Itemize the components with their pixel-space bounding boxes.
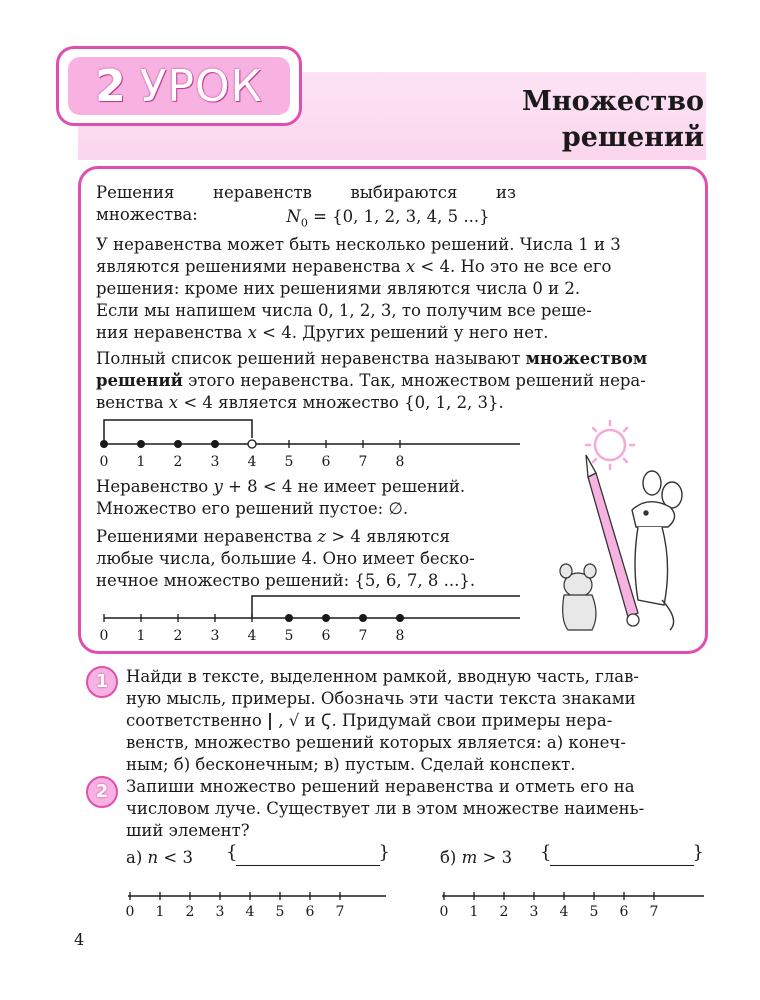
var-m: m	[461, 848, 478, 867]
topic-title	[404, 84, 704, 156]
set-n0-symbol: N	[286, 207, 301, 226]
tick-label: 4	[247, 454, 257, 470]
tick-label: 1	[155, 904, 165, 920]
p2-line-1: У неравенства может быть несколько решений. Числа 1 и 3	[96, 235, 621, 254]
p5-line-1	[96, 526, 520, 548]
main-idea-mark-icon: √	[288, 711, 300, 730]
p5-line-3: нечное множество решений: {5, 6, 7, 8 ...}.	[96, 571, 476, 590]
solution-point	[359, 614, 367, 622]
tick-label: 6	[619, 904, 629, 920]
topic-title-line1: Множество	[521, 86, 704, 117]
answer-b-inequality: > 3	[477, 848, 513, 867]
answer-b-set-field[interactable]	[540, 842, 704, 868]
task-2-number: 2	[86, 776, 118, 808]
answer-a-underline	[236, 865, 380, 866]
tick-label: 5	[275, 904, 285, 920]
tick-label: 3	[215, 904, 225, 920]
task-2-line-3: ший элемент?	[126, 821, 250, 840]
p3-line-1a: Полный список решений неравенства называют	[96, 349, 526, 368]
tick-label: 7	[358, 454, 368, 470]
answer-b-number-ray[interactable]	[434, 884, 708, 928]
var-x: x	[247, 323, 257, 342]
task-1-number: 1	[86, 666, 118, 698]
p2-line-5c: < 4. Других решений у него нет.	[256, 323, 549, 342]
intro-mark-icon: |	[267, 711, 274, 730]
sun-icon	[586, 421, 634, 469]
tick-label: 5	[284, 628, 294, 644]
tick-label: 7	[649, 904, 659, 920]
answer-a-inequality: < 3	[158, 848, 193, 867]
tick-label: 1	[136, 628, 146, 644]
rule-paragraph-4	[96, 476, 520, 520]
tick-label: 3	[529, 904, 539, 920]
p3-line-1	[96, 348, 684, 370]
p2-line-2c: < 4. Но это не все его	[415, 257, 612, 276]
tick-label: 4	[559, 904, 569, 920]
p3-line-3a: венства	[96, 393, 169, 412]
mouse-with-pencil-icon	[632, 471, 682, 630]
task-1-line-2: ную мысль, примеры. Обозначь эти части текста знаками	[126, 689, 636, 708]
number-line-2-svg	[92, 588, 532, 646]
p4-line-1a: Неравенство	[96, 477, 214, 496]
small-mouse-icon	[560, 564, 596, 630]
answer-a-number-ray[interactable]	[120, 884, 390, 928]
tick-label: 4	[245, 904, 255, 920]
rule-paragraph-5	[96, 526, 520, 592]
var-n: n	[147, 848, 159, 867]
lesson-badge	[56, 46, 302, 126]
var-x: x	[168, 393, 179, 412]
task-1-line-1: Найди в тексте, выделенном рамкой, вводную часть, глав-	[126, 667, 639, 686]
p3-line-3c: < 4 является множество {0, 1, 2, 3}.	[178, 393, 504, 412]
solution-point	[174, 440, 182, 448]
p2-line-2	[96, 256, 684, 278]
number-line-2	[92, 588, 532, 650]
p2-line-3: решения: кроме них решениями являются числа 0 и 2.	[96, 279, 581, 298]
tick-label: 6	[321, 628, 331, 644]
excluded-point	[248, 440, 256, 448]
task-1-line-5: ным; б) бесконечным; в) пустым. Сделай конспект.	[126, 755, 576, 774]
var-y: y	[213, 477, 223, 496]
tick-label: 8	[395, 454, 405, 470]
answer-b-ray-svg	[434, 884, 708, 924]
task-1-line-4: венств, множество решений которых является: а) конеч-	[126, 733, 626, 752]
p2-line-2a: являются решениями неравенства	[96, 257, 406, 276]
rule-intro-text: Решения неравенств выбираются из множества:	[96, 183, 516, 224]
page-number: 4	[74, 930, 85, 949]
answer-b-prefix: б)	[440, 848, 457, 867]
example-mark-icon: Ϛ	[320, 711, 332, 730]
tick-label: 2	[173, 628, 183, 644]
var-z: z	[317, 527, 327, 546]
tick-label: 3	[210, 628, 220, 644]
task-1-text	[126, 666, 708, 776]
answer-b-underline	[550, 865, 694, 866]
rule-paragraph-2	[96, 234, 684, 344]
tick-label: 0	[99, 454, 109, 470]
brace-open: {	[540, 842, 552, 863]
set-bracket	[252, 596, 520, 618]
p2-line-5a: ния неравенства	[96, 323, 248, 342]
tick-label: 2	[499, 904, 509, 920]
tick-label: 6	[321, 454, 331, 470]
p3-line-2b: этого неравенства. Так, множеством решений нера-	[182, 371, 646, 390]
solution-point	[396, 614, 404, 622]
p2-line-5	[96, 322, 684, 344]
p5-line-1c: > 4 являются	[326, 527, 450, 546]
p4-line-1	[96, 476, 520, 498]
p4-line-2: Множество его решений пустое: ∅.	[96, 499, 409, 518]
tick-label: 5	[284, 454, 294, 470]
lesson-number: 2	[95, 60, 126, 112]
answer-a-prefix: а)	[126, 848, 143, 867]
task-2-line-2: числовом луче. Существует ли в этом множестве наимень-	[126, 799, 645, 818]
set-n0-line	[96, 206, 680, 234]
lesson-badge-inner	[68, 57, 290, 115]
set-n0-value: = {0, 1, 2, 3, 4, 5 ...}	[307, 207, 490, 226]
rule-paragraph-3	[96, 348, 684, 414]
p5-line-1a: Решениями неравенства	[96, 527, 318, 546]
brace-close: }	[692, 842, 704, 863]
task-1-line-3b: ,	[273, 711, 289, 730]
solution-point	[137, 440, 145, 448]
task-1-line-3d: . Придумай свои примеры нера-	[331, 711, 613, 730]
brace-close: }	[378, 842, 390, 863]
tick-label: 3	[210, 454, 220, 470]
task-2-line-1: Запиши множество решений неравенства и отметь его на	[126, 777, 635, 796]
solution-point	[100, 440, 108, 448]
tick-label: 0	[99, 628, 109, 644]
term-solutions: решений	[96, 371, 183, 390]
mouse-illustration	[540, 415, 700, 640]
tick-label: 4	[247, 628, 257, 644]
tick-label: 7	[335, 904, 345, 920]
task-1-line-3	[126, 710, 708, 732]
tick-label: 1	[136, 454, 146, 470]
answer-a-ray-svg	[120, 884, 390, 924]
topic-title-line2: решений	[561, 122, 704, 153]
number-line-1-svg	[92, 410, 532, 472]
brace-open: {	[226, 842, 238, 863]
tick-label: 7	[358, 628, 368, 644]
tick-label: 1	[469, 904, 479, 920]
p3-line-2	[96, 370, 684, 392]
answer-b-label	[440, 848, 512, 867]
tick-label: 0	[439, 904, 449, 920]
solution-point	[285, 614, 293, 622]
tick-label: 2	[185, 904, 195, 920]
solution-point	[211, 440, 219, 448]
tick-label: 8	[395, 628, 405, 644]
tick-label: 5	[589, 904, 599, 920]
tick-label: 0	[125, 904, 135, 920]
number-line-1	[92, 410, 532, 476]
p4-line-1c: + 8 < 4 не имеет решений.	[222, 477, 466, 496]
solution-point	[322, 614, 330, 622]
task-1-line-3c: и	[299, 711, 321, 730]
set-n0-subscript: 0	[300, 216, 308, 230]
tick-label: 6	[305, 904, 315, 920]
answer-a-label	[126, 848, 193, 867]
answer-a-set-field[interactable]	[226, 842, 390, 868]
tick-label: 2	[173, 454, 183, 470]
term-set-of-solutions: множеством	[525, 349, 648, 368]
p5-line-2: любые числа, большие 4. Оно имеет беско-	[96, 549, 475, 568]
task-1-line-3a: соответственно	[126, 711, 268, 730]
var-x: x	[405, 257, 416, 276]
p2-line-4: Если мы напишем числа 0, 1, 2, 3, то получим все реше-	[96, 301, 592, 320]
lesson-word: УРОК	[139, 60, 263, 112]
task-2-text	[126, 776, 708, 842]
